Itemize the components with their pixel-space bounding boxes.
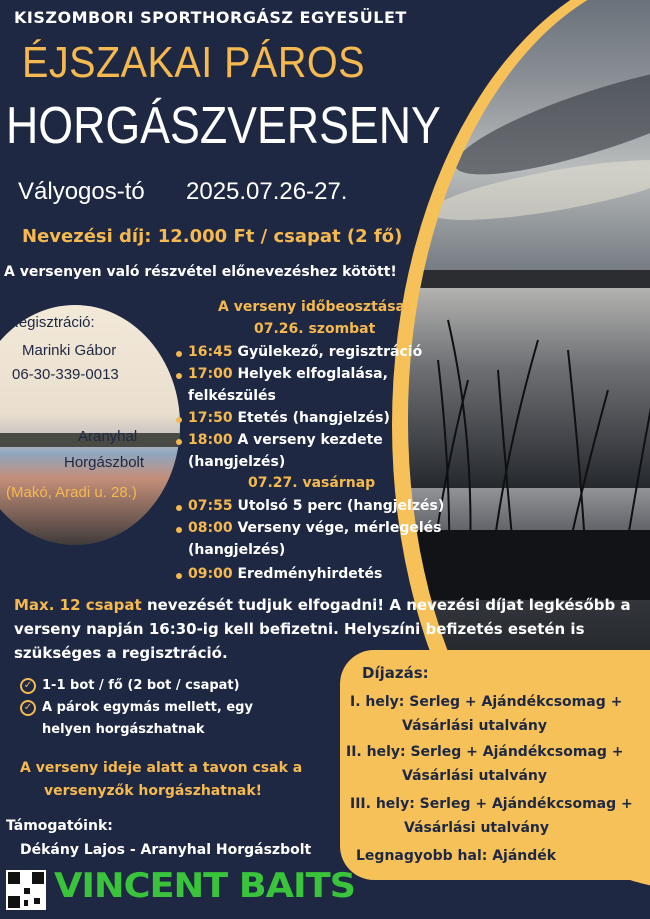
bullet-icon [176,351,182,357]
preregistration-note: A versenyen való részvétel előnevezéshez kötött! [4,264,397,280]
schedule-item: 17:00 Helyek elfoglalása, [188,366,388,382]
shop-name-line-1: Aranyhal [78,428,138,445]
sponsors-list: Dékány Lajos - Aranyhal Horgászbolt [20,842,312,858]
title-line-1: ÉJSZAKAI PÁROS [22,38,365,87]
schedule-day-2: 07.27. vasárnap [248,475,376,491]
event-date: 2025.07.26-27. [186,178,348,205]
rule-2-cont: helyen horgászhatnak [42,722,205,737]
registration-label: Regisztráció: [8,314,95,331]
payment-notice: verseny napján 16:30-ig kell befizetni. Helyszíni befizetés esetén is [14,620,585,638]
check-icon: ✓ [20,678,36,694]
schedule-item: 09:00 Eredményhirdetés [188,566,383,582]
prize-1: I. hely: Serleg + Ajándékcsomag + [350,694,623,710]
location: Vályogos-tó [18,178,145,205]
schedule-item-cont: (hangjelzés) [188,542,286,558]
lake-circle-photo [0,305,180,545]
sponsor-brand-logo: VINCENT BAITS [54,866,355,906]
shop-address: (Makó, Aradi u. 28.) [6,484,137,501]
bullet-icon [176,573,182,579]
title-line-2: HORGÁSZVERSENY [6,97,441,155]
prize-3: III. hely: Serleg + Ajándékcsomag + [350,796,633,812]
reeds-graphic [408,300,650,600]
schedule-item: 16:45 Gyülekező, regisztráció [188,344,423,360]
prize-3-cont: Vásárlási utalvány [404,820,550,836]
bullet-icon [176,373,182,379]
entry-fee: Nevezési díj: 12.000 Ft / csapat (2 fő) [22,226,403,247]
shop-name-line-2: Horgászbolt [64,454,145,471]
schedule-day-1: 07.26. szombat [254,321,376,337]
biggest-fish-prize: Legnagyobb hal: Ajándék [356,848,557,864]
bullet-icon [176,417,182,423]
warning-line-2: versenyzők horgászhatnak! [44,783,263,799]
rule-2: A párok egymás mellett, egy [42,700,253,715]
prize-2-cont: Vásárlási utalvány [402,768,548,784]
club-name: KISZOMBORI SPORTHORGÁSZ EGYESÜLET [14,8,407,27]
schedule-item-cont: (hangjelzés) [188,454,286,470]
check-icon: ✓ [20,700,36,716]
schedule-item: 17:50 Etetés (hangjelzés) [188,410,390,426]
schedule-title: A verseny időbeosztása: [218,299,411,315]
prizes-heading: Díjazás: [362,664,429,682]
max-teams-notice: Max. 12 csapat nevezését tudjuk elfogadni! A nevezési díjat legkésőbb a [14,596,631,614]
prizes-box [340,650,650,880]
registration-notice: szükséges a regisztráció. [14,644,228,662]
registration-phone: 06-30-339-0013 [12,366,119,383]
schedule-item: 08:00 Verseny vége, mérlegelés [188,520,442,536]
schedule-item: 07:55 Utolsó 5 perc (hangjelzés) [188,498,445,514]
rule-1: 1-1 bot / fő (2 bot / csapat) [42,678,240,693]
prize-2: II. hely: Serleg + Ajándékcsomag + [346,744,624,760]
bullet-icon [176,505,182,511]
qr-code-icon[interactable] [6,870,46,910]
schedule-item-cont: felkészülés [188,388,276,404]
prize-1-cont: Vásárlási utalvány [402,718,548,734]
schedule-item: 18:00 A verseny kezdete [188,432,383,448]
bullet-icon [176,527,182,533]
warning-line-1: A verseny ideje alatt a tavon csak a [20,760,303,776]
sponsors-heading: Támogatóink: [6,818,113,834]
bullet-icon [176,439,182,445]
registration-name: Marinki Gábor [22,342,117,359]
